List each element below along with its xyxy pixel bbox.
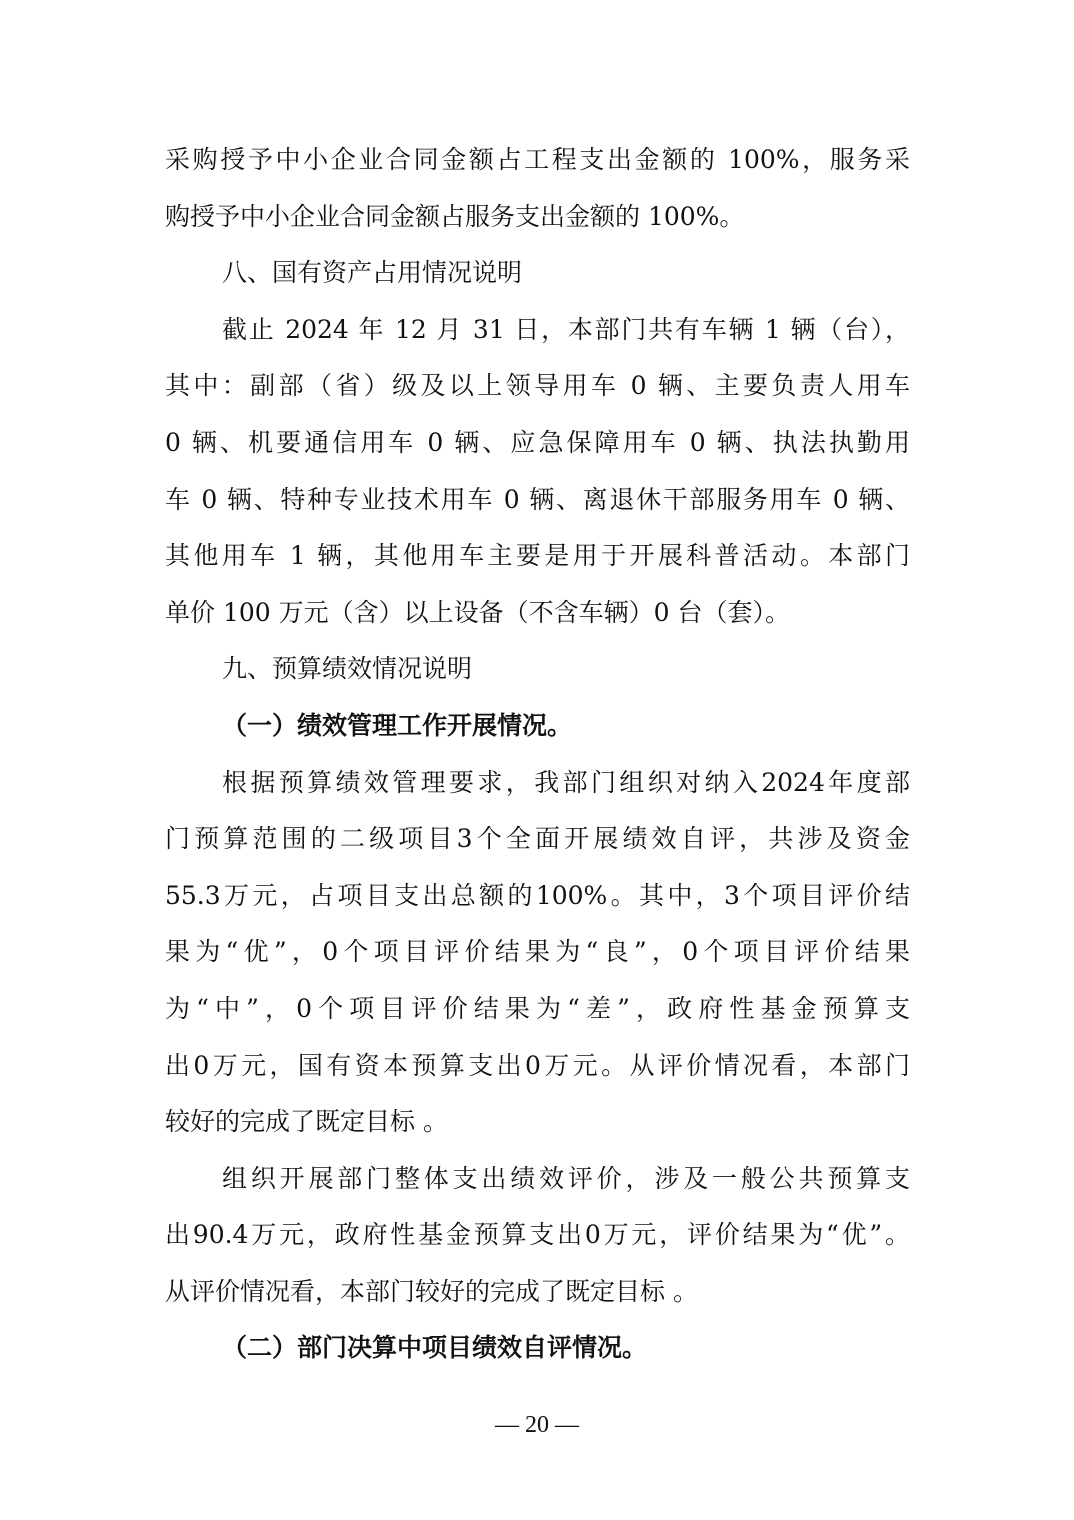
paragraph xyxy=(165,755,910,1151)
paragraph xyxy=(165,302,910,642)
text-line: 其他用车 1 辆，其他用车主要是用于开展科普活动。本部门 xyxy=(165,541,910,571)
text-line: （二）部门决算中项目绩效自评情况。 xyxy=(222,1333,648,1363)
document-body xyxy=(165,132,910,1377)
text-line: 截止 2024 年 12 月 31 日，本部门共有车辆 1 辆（台）， xyxy=(222,314,910,344)
text-line: 果为“优”，0个项目评价结果为“良”，0个项目评价结果 xyxy=(165,937,910,967)
text-line: 组织开展部门整体支出绩效评价，涉及一般公共预算支 xyxy=(222,1163,910,1193)
subsection-heading xyxy=(165,698,910,755)
text-line: 0 辆、机要通信用车 0 辆、应急保障用车 0 辆、执法执勤用 xyxy=(165,427,910,457)
text-line: （一）绩效管理工作开展情况。 xyxy=(222,710,573,740)
section-heading xyxy=(165,641,910,698)
subsection-heading xyxy=(165,1320,910,1377)
text-line: 根据预算绩效管理要求，我部门组织对纳入2024年度部 xyxy=(222,767,911,797)
page-number: — 20 — xyxy=(495,1412,579,1438)
text-line: 55.3万元，占项目支出总额的100%。其中，3个项目评价结 xyxy=(165,880,910,910)
text-line: 八、国有资产占用情况说明 xyxy=(222,258,523,288)
section-heading xyxy=(165,245,910,302)
paragraph xyxy=(165,132,910,245)
text-line: 车 0 辆、特种专业技术用车 0 辆、离退休干部服务用车 0 辆、 xyxy=(165,484,910,514)
text-line: 较好的完成了既定目标 。 xyxy=(165,1107,448,1137)
text-line: 采购授予中小企业合同金额占工程支出金额的 100%，服务采 xyxy=(165,145,910,174)
paragraph xyxy=(165,1151,910,1321)
text-line: 门预算范围的二级项目3个全面开展绩效自评，共涉及资金 xyxy=(165,824,910,854)
text-line: 出90.4万元，政府性基金预算支出0万元，评价结果为“优”。 xyxy=(165,1220,910,1250)
text-line: 购授予中小企业合同金额占服务支出金额的 100%。 xyxy=(165,201,745,231)
text-line: 其中：副部（省）级及以上领导用车 0 辆、主要负责人用车 xyxy=(165,371,910,401)
text-line: 从评价情况看，本部门较好的完成了既定目标 。 xyxy=(165,1276,698,1306)
text-line: 为“中”，0个项目评价结果为“差”，政府性基金预算支 xyxy=(165,993,910,1023)
text-line: 单价 100 万元（含）以上设备（不含车辆）0 台（套）。 xyxy=(165,597,790,627)
text-line: 九、预算绩效情况说明 xyxy=(222,654,473,684)
text-line: 出0万元，国有资本预算支出0万元。从评价情况看，本部门 xyxy=(165,1050,910,1080)
